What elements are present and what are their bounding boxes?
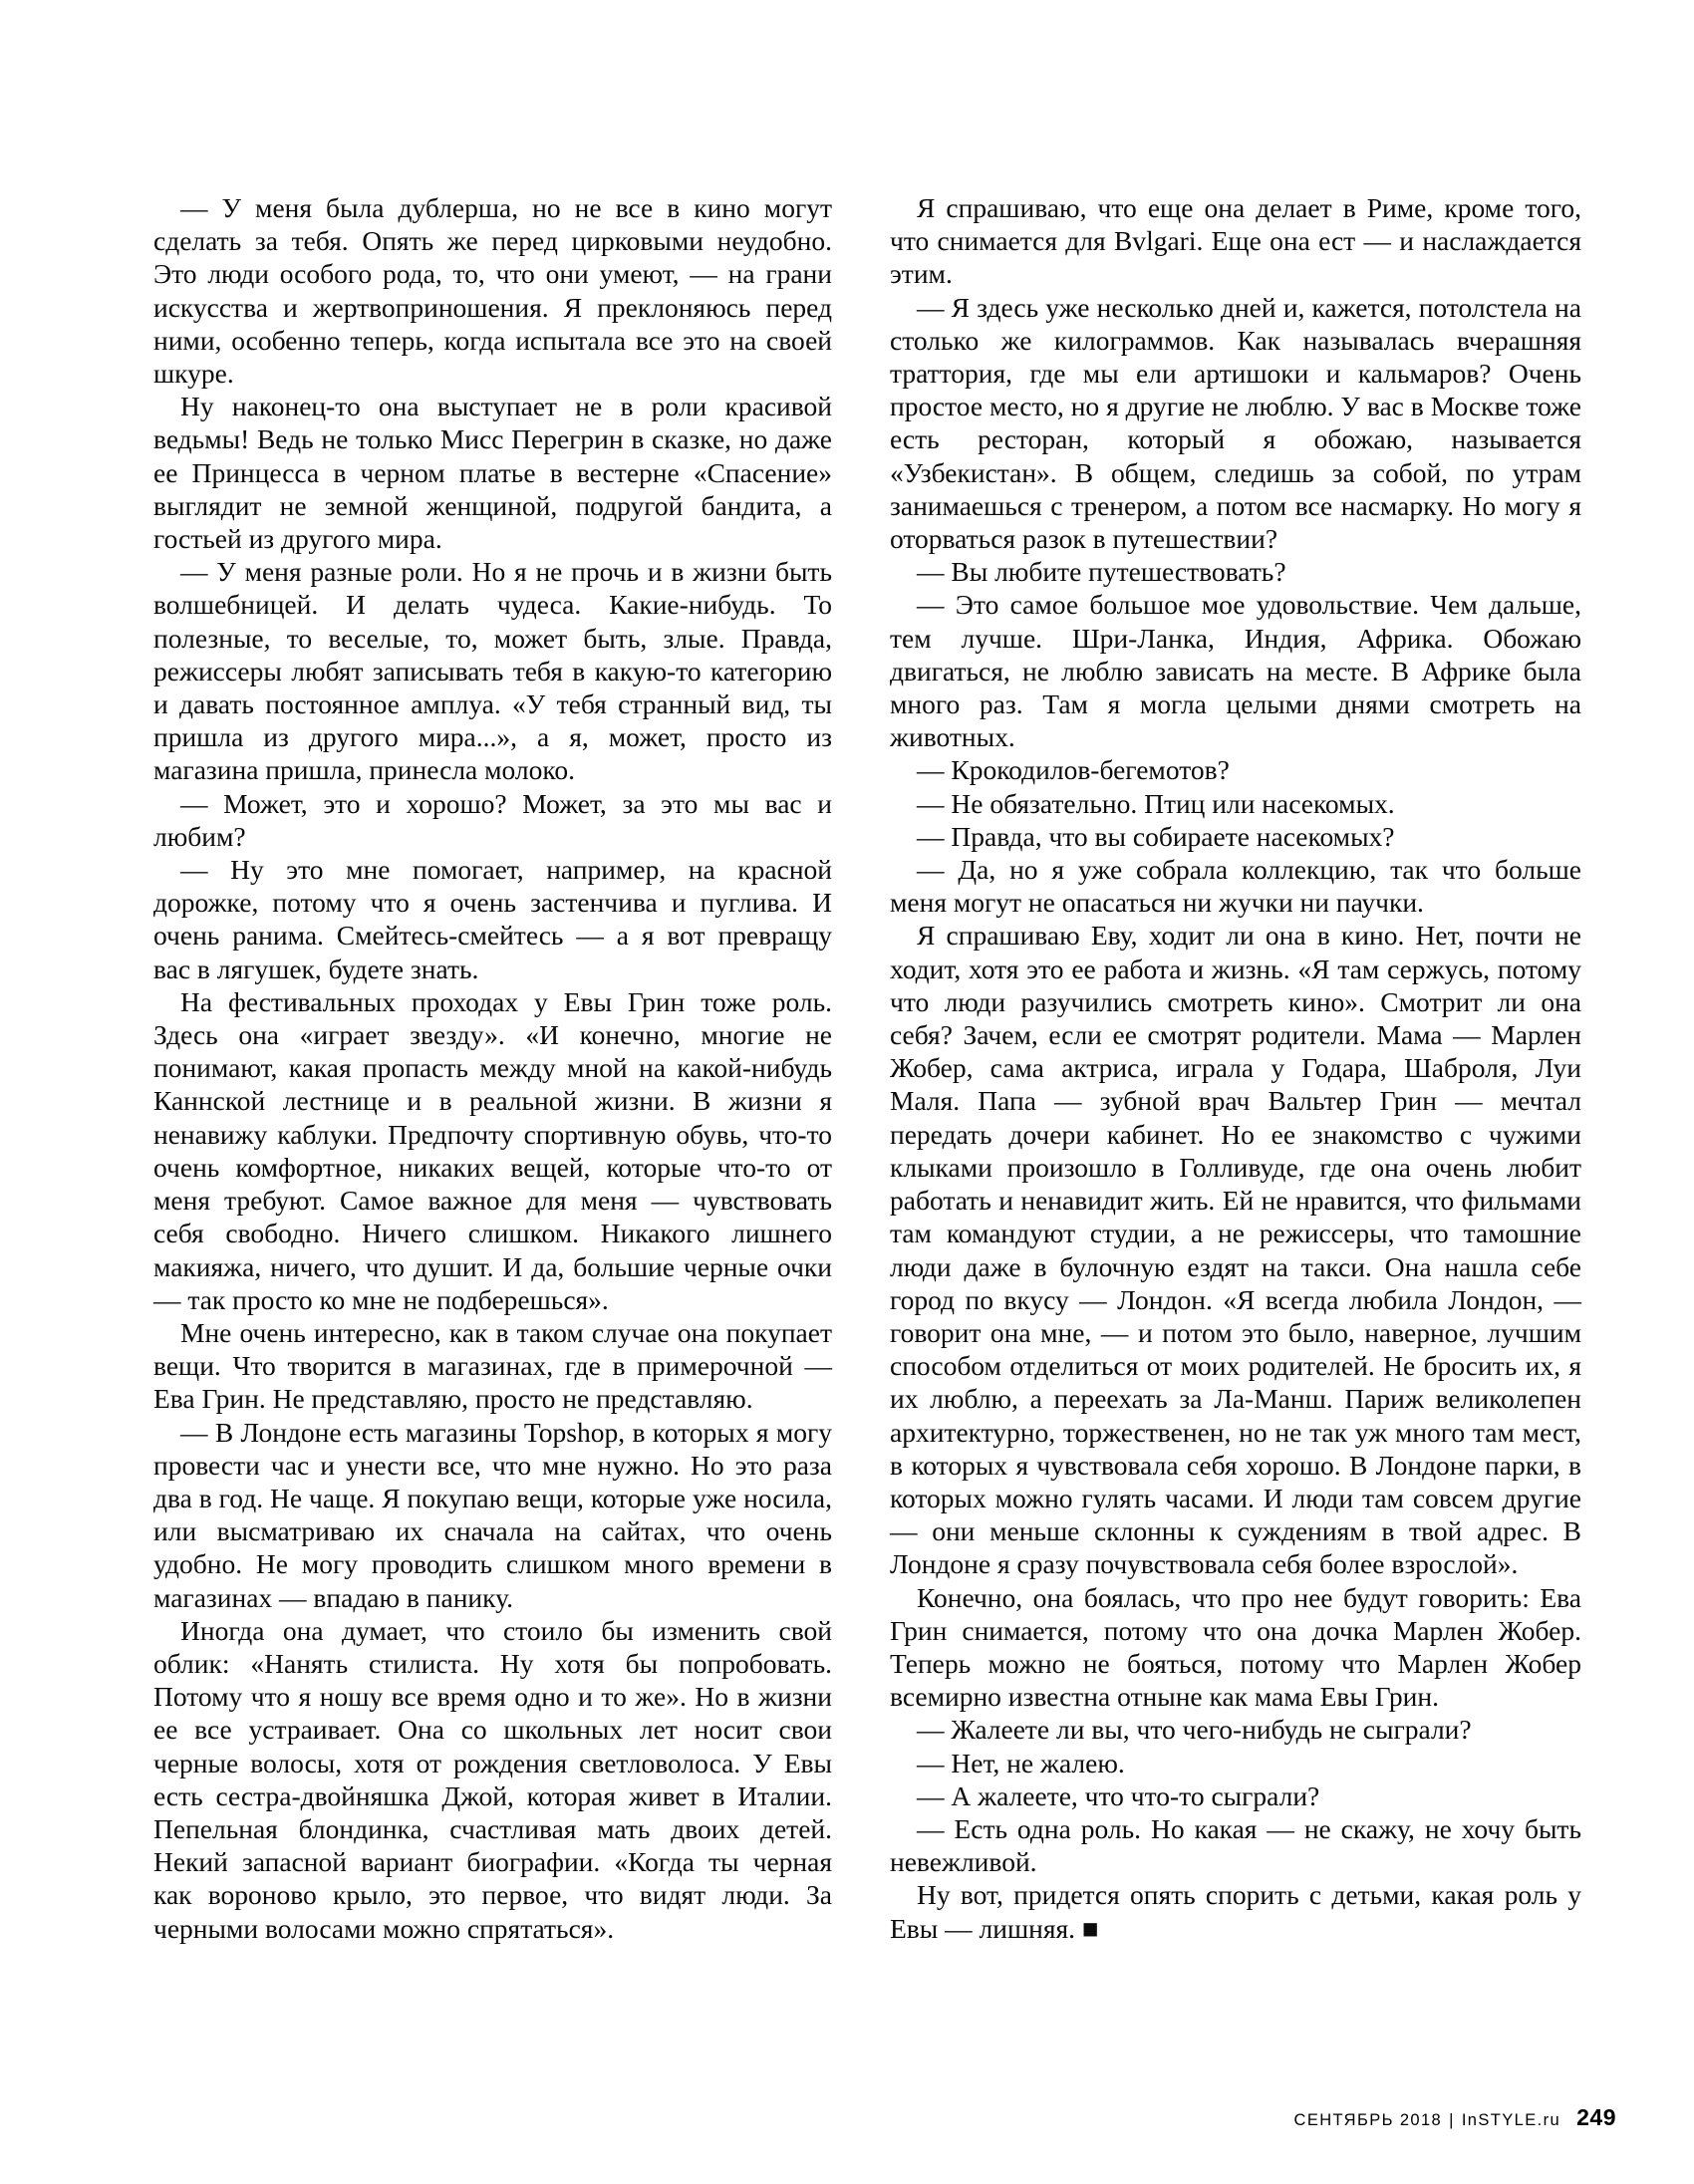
article-column-left bbox=[153, 191, 832, 1945]
article-column-right bbox=[890, 191, 1581, 1945]
paragraph: — Может, это и хорошо? Может, за это мы вас и любим? bbox=[153, 787, 832, 852]
paragraph: Ну наконец-то она выступает не в роли красивой ведьмы! Ведь не только Мисс Перегрин в сказке, но даже ее Принцесса в черном платье в вестерне «Спасение» выглядит не земной женщиной, подругой бандита, а гостьей из другого мира. bbox=[153, 391, 832, 555]
paragraph: Я спрашиваю Еву, ходит ли она в кино. Нет, почти не ходит, хотя это ее работа и жизнь. «Я там сержусь, потому что люди разучились смотреть кино». Смотрит ли она себя? Зачем, если ее смотрят родители. Мама — Марлен Жобер, сама актриса, играла у Годара, Шаброля, Луи Маля. Папа — зубной врач Вальтер Грин — мечтал передать дочери кабинет. Но ее знакомство с чужими клыками произошло в Голливуде, где она очень любит работать и ненавидит жить. Ей не нравится, что фильмами там командуют студии, а не режиссеры, что тамошние люди даже в булочную ездят на такси. Она нашла себе город по вкусу — Лондон. «Я всегда любила Лондон, — говорит она мне, — и потом это было, наверное, лучшим способом отделиться от моих родителей. Не бросить их, я их люблю, а переехать за Ла-Манш. Париж великолепен архитектурно, торжественен, но не так уж много там мест, в которых я чувствовала себя хорошо. В Лондоне парки, в которых можно гулять часами. И люди там совсем другие — они меньше склонны к суждениям в твой адрес. В Лондоне я сразу почувствовала себя более взрослой». bbox=[890, 920, 1581, 1580]
paragraph: — Не обязательно. Птиц или насекомых. bbox=[917, 787, 1395, 819]
footer-page-number: 249 bbox=[1576, 2104, 1616, 2130]
footer-separator: | bbox=[1449, 2111, 1455, 2129]
paragraph: Ну вот, придется опять спорить с детьми, какая роль у Евы — лишняя. ■ bbox=[890, 1879, 1581, 1944]
paragraph: — Да, но я уже собрала коллекцию, так что больше меня могут не опасаться ни жучки ни паучки. bbox=[890, 854, 1581, 919]
paragraph: На фестивальных проходах у Евы Грин тоже роль. Здесь она «играет звезду». «И конечно, многие не понимают, какая пропасть между мной на какой-нибудь Каннской лестнице и в реальной жизни. В жизни я ненавижу каблуки. Предпочту спортивную обувь, что-то очень комфортное, никаких вещей, которые что-то от меня требуют. Самое важное для меня — чувствовать себя свободно. Ничего слишком. Никакого лишнего макияжа, ничего, что душит. И да, большие черные очки — так просто ко мне не подберешься». bbox=[153, 985, 832, 1315]
footer-issue-date: СЕНТЯБРЬ 2018 bbox=[1293, 2111, 1443, 2129]
paragraph: — Крокодилов-бегемотов? bbox=[917, 754, 1230, 786]
paragraph: — А жалеете, что что-то сыграли? bbox=[917, 1779, 1320, 1811]
paragraph: Мне очень интересно, как в таком случае она покупает вещи. Что творится в магазинах, где в примерочной — Ева Грин. Не представляю, просто не представляю. bbox=[153, 1316, 832, 1415]
paragraph: — Я здесь уже несколько дней и, кажется, потолстела на столько же килограммов. Как называлась вчерашняя траттория, где мы ели артишоки и кальмаров? Очень простое место, но я другие не люблю. У вас в Москве тоже есть ресторан, который я обожаю, называется «Узбекистан». В общем, следишь за собой, по утрам занимаешься с тренером, а потом все насмарку. Но могу я оторваться разок в путешествии? bbox=[890, 291, 1581, 555]
page-footer bbox=[1294, 2104, 1616, 2131]
paragraph: — Нет, не жалею. bbox=[917, 1747, 1125, 1778]
paragraph: — Ну это мне помогает, например, на красной дорожке, потому что я очень застенчива и пуглива. И очень ранима. Смейтесь-смейтесь — а я вот превращу вас в лягушек, будете знать. bbox=[153, 854, 832, 984]
paragraph: — Вы любите путешествовать? bbox=[917, 556, 1286, 588]
paragraph: Я спрашиваю, что еще она делает в Риме, кроме того, что снимается для Bvlgari. Еще она ест — и наслаждается этим. bbox=[890, 192, 1581, 290]
paragraph: — Это самое большое мое удовольствие. Чем дальше, тем лучше. Шри-Ланка, Индия, Африка. Обожаю двигаться, не люблю зависать на месте. В Африке была много раз. Там я могла целыми днями смотреть на животных. bbox=[890, 589, 1581, 753]
paragraph: — Есть одна роль. Но какая — не скажу, не хочу быть невежливой. bbox=[890, 1812, 1581, 1878]
paragraph: — В Лондоне есть магазины Topshop, в которых я могу провести час и унести все, что мне нужно. Но это раза два в год. Не чаще. Я покупаю вещи, которые уже носила, или высматриваю их сначала на сайтах, что очень удобно. Не могу проводить слишком много времени в магазинах — впадаю в панику. bbox=[153, 1416, 832, 1613]
paragraph: Иногда она думает, что стоило бы изменить свой облик: «Нанять стилиста. Ну хотя бы попробовать. Потому что я ношу все время одно и то же». Но в жизни ее все устраивает. Она со школьных лет носит свои черные волосы, хотя от рождения светловолоса. У Евы есть сестра-двойняшка Джой, которая живет в Италии. Пепельная блондинка, счастливая мать двоих детей. Некий запасной вариант биографии. «Когда ты черная как вороново крыло, это первое, что видят люди. За черными волосами можно спрятаться». bbox=[153, 1614, 832, 1944]
paragraph: Конечно, она боялась, что про нее будут говорить: Ева Грин снимается, потому что она дочка Марлен Жобер. Теперь можно не бояться, потому что Марлен Жобер всемирно известна отныне как мама Евы Грин. bbox=[890, 1581, 1581, 1713]
footer-brand: InSTYLE.ru bbox=[1461, 2111, 1561, 2129]
paragraph: — У меня была дублерша, но не все в кино могут сделать за тебя. Опять же перед цирковыми неудобно. Это люди особого рода, то, что они умеют, — на грани искусства и жертвоприношения. Я преклоняюсь перед ними, особенно теперь, когда испытала все это на своей шкуре. bbox=[153, 192, 832, 390]
paragraph: — Правда, что вы собираете насекомых? bbox=[917, 820, 1395, 852]
paragraph: — У меня разные роли. Но я не прочь и в жизни быть волшебницей. И делать чудеса. Какие-нибудь. То полезные, то веселые, то, может быть, злые. Правда, режиссеры любят записывать тебя в какую-то категорию и давать постоянное амплуа. «У тебя странный вид, ты пришла из другого мира...», а я, может, просто из магазина пришла, принесла молоко. bbox=[153, 556, 832, 786]
paragraph: — Жалеете ли вы, что чего-нибудь не сыграли? bbox=[917, 1714, 1472, 1746]
